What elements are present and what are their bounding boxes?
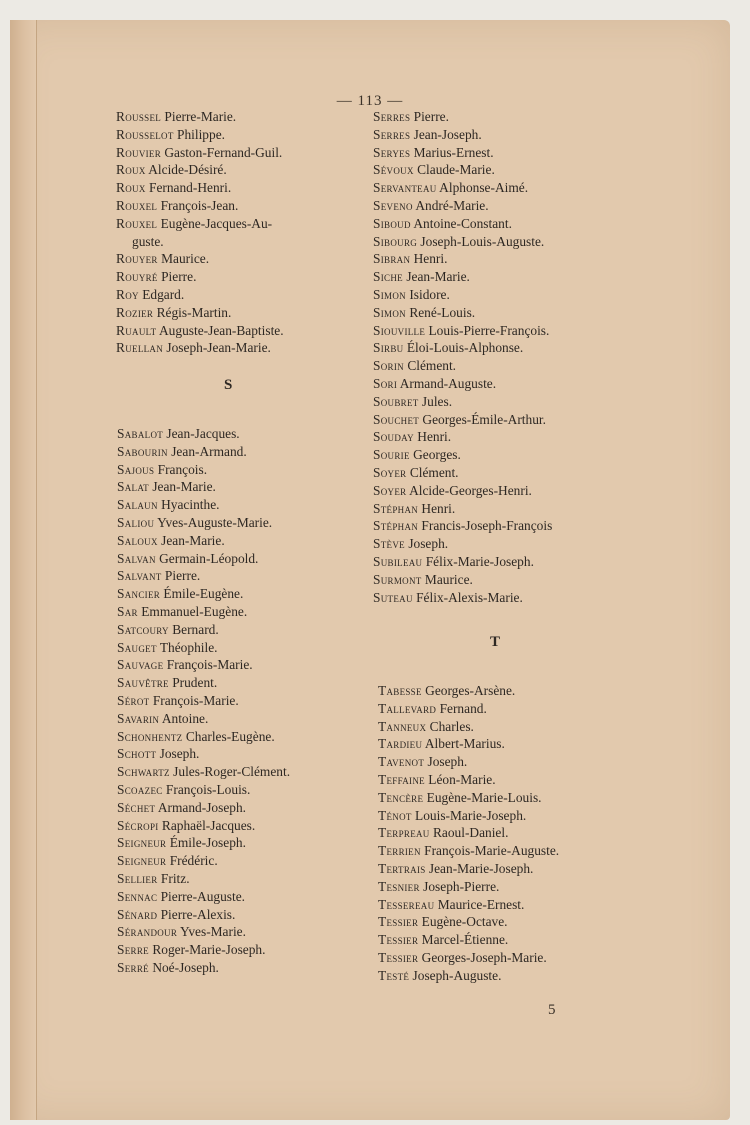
entry-given-names: Léon-Marie. (428, 771, 496, 787)
name-entry (373, 215, 552, 233)
entry-surname: Salaun (117, 497, 158, 513)
name-entry (116, 304, 284, 322)
entry-surname: Tertrais (378, 860, 426, 876)
entry-given-names: André-Marie. (415, 197, 489, 213)
entry-given-names: Pierre. (413, 109, 449, 124)
entry-surname: Rouyré (116, 269, 158, 285)
name-entry (117, 728, 290, 746)
name-entry (116, 161, 284, 179)
entry-surname: Saliou (117, 514, 155, 530)
entry-given-names: Charles-Eugène. (185, 728, 275, 744)
entry-surname: Salvan (117, 550, 156, 566)
entry-given-names: Noé-Joseph. (152, 959, 219, 975)
entry-surname: Tessier (378, 949, 419, 965)
name-entry (373, 571, 552, 589)
entry-surname: Sénard (117, 906, 158, 922)
entry-given-names: François-Louis. (165, 781, 251, 797)
entry-given-names: Louis-Marie-Joseph. (415, 807, 527, 823)
name-entry (378, 807, 559, 825)
name-entry (117, 514, 290, 532)
entry-given-names: Raphaël-Jacques. (161, 817, 256, 833)
entry-given-names: Isidore. (409, 286, 450, 302)
name-entry (373, 500, 552, 518)
entry-surname: Satcoury (117, 621, 169, 637)
entry-surname: Schonhentz (117, 728, 183, 744)
entry-surname: Siboud (373, 215, 411, 231)
entry-given-names: Germain-Léopold. (159, 550, 259, 566)
entry-surname: Tessier (378, 914, 419, 930)
name-entry (117, 959, 290, 977)
entry-surname: Schwartz (117, 764, 170, 780)
name-entry (378, 842, 559, 860)
entry-given-names: Charles. (429, 718, 474, 734)
name-entry (373, 553, 552, 571)
document-page (10, 20, 730, 1120)
entry-given-names: Yves-Marie. (180, 924, 246, 940)
entry-given-names: Régis-Martin. (156, 304, 232, 320)
name-entry (116, 197, 284, 215)
entry-surname: Sérot (117, 692, 150, 708)
name-list-left-s (117, 425, 290, 977)
entry-given-names: Henri. (417, 429, 452, 445)
entry-surname: Souday (373, 429, 414, 445)
entry-given-names: Philippe. (177, 126, 225, 142)
entry-surname: Salat (117, 479, 149, 495)
entry-given-names: Pierre. (164, 568, 201, 584)
name-entry (116, 268, 284, 286)
name-entry (117, 781, 290, 799)
entry-given-names: Louis-Pierre-François. (428, 322, 550, 338)
entry-given-names: Joseph. (427, 754, 468, 770)
entry-given-names: Raoul-Daniel. (432, 825, 509, 841)
entry-surname: Roux (116, 162, 146, 178)
entry-given-names: Jean-Joseph. (413, 126, 482, 142)
entry-surname: Souchet (373, 411, 420, 427)
entry-given-names: Jean-Jacques. (166, 426, 240, 441)
entry-given-names: Marius-Ernest. (413, 144, 494, 160)
entry-surname: Ruault (116, 322, 157, 338)
entry-surname: Tavenot (378, 754, 425, 770)
name-entry (373, 304, 552, 322)
name-entry (117, 603, 290, 621)
entry-given-names: Bernard. (172, 621, 219, 637)
entry-surname: Seryes (373, 144, 411, 160)
name-entry (378, 913, 559, 931)
entry-given-names: guste. (132, 233, 164, 249)
entry-given-names: Georges-Joseph-Marie. (421, 949, 547, 965)
entry-surname: Sajous (117, 461, 155, 477)
entry-given-names: Hyacinthe. (161, 497, 220, 513)
entry-given-names: Prudent. (172, 675, 218, 691)
page-number: 5 (548, 1002, 556, 1018)
name-entry (378, 789, 559, 807)
name-entry (116, 108, 284, 126)
entry-surname: Sorin (373, 358, 404, 374)
name-entry (373, 268, 552, 286)
entry-given-names: Eugène-Marie-Louis. (426, 789, 542, 805)
entry-given-names: Joseph-Auguste. (412, 967, 502, 983)
entry-given-names: Frédéric. (169, 853, 218, 869)
entry-surname: Simon (373, 286, 406, 302)
entry-given-names: Félix-Alexis-Marie. (416, 589, 523, 605)
entry-surname: Sabourin (117, 443, 168, 459)
name-entry (373, 161, 552, 179)
name-list-right-t (378, 682, 559, 985)
entry-surname: Soubret (373, 393, 419, 409)
name-entry (117, 745, 290, 763)
entry-given-names: Armand-Joseph. (157, 799, 246, 815)
entry-given-names: Georges. (413, 447, 461, 463)
entry-surname: Sibran (373, 251, 411, 267)
entry-surname: Soyer (373, 482, 407, 498)
name-entry (378, 949, 559, 967)
entry-surname: Roussel (116, 109, 162, 124)
page-binding-edge (10, 20, 37, 1120)
entry-surname: Rozier (116, 304, 154, 320)
entry-surname: Serres (373, 126, 411, 142)
entry-surname: Roux (116, 180, 146, 196)
entry-given-names: Félix-Marie-Joseph. (425, 553, 534, 569)
entry-given-names: Francis-Joseph-François (421, 518, 553, 534)
name-entry (117, 763, 290, 781)
name-entry (373, 446, 552, 464)
entry-surname: Tanneux (378, 718, 427, 734)
entry-given-names: Georges-Émile-Arthur. (422, 411, 546, 427)
name-entry (117, 906, 290, 924)
entry-given-names: Auguste-Jean-Baptiste. (159, 322, 284, 338)
name-entry (378, 735, 559, 753)
section-letter-t: T (490, 634, 501, 650)
entry-surname: Sar (117, 603, 138, 619)
entry-surname: Rouxel (116, 197, 158, 213)
name-list-left-r (116, 108, 284, 357)
name-list-right-s (373, 108, 552, 606)
entry-surname: Subileau (373, 553, 423, 569)
entry-surname: Soyer (373, 464, 407, 480)
entry-given-names: Pierre. (161, 269, 197, 285)
entry-surname: Stève (373, 536, 405, 552)
name-entry (373, 250, 552, 268)
name-entry (117, 888, 290, 906)
name-entry (116, 233, 284, 251)
entry-given-names: Eugène-Octave. (421, 914, 508, 930)
entry-surname: Terpreau (378, 825, 430, 841)
name-entry (117, 692, 290, 710)
entry-given-names: Emmanuel-Eugène. (141, 603, 248, 619)
entry-given-names: Marcel-Étienne. (421, 932, 509, 948)
entry-surname: Sévoux (373, 162, 414, 178)
entry-given-names: Alphonse-Aimé. (439, 180, 529, 196)
entry-given-names: Jules. (421, 393, 453, 409)
entry-given-names: Yves-Auguste-Marie. (157, 514, 273, 530)
name-entry (373, 482, 552, 500)
entry-given-names: François-Marie. (152, 692, 239, 708)
entry-surname: Rouyer (116, 251, 158, 267)
entry-surname: Sibourg (373, 233, 418, 249)
name-entry (116, 250, 284, 268)
entry-surname: Stéphan (373, 518, 419, 534)
entry-given-names: Edgard. (142, 286, 185, 302)
entry-surname: Siche (373, 269, 403, 285)
entry-surname: Sellier (117, 870, 158, 886)
name-entry (117, 443, 290, 461)
name-entry (373, 197, 552, 215)
entry-given-names: Clément. (409, 464, 459, 480)
entry-surname: Savarin (117, 710, 160, 726)
name-entry (117, 674, 290, 692)
entry-given-names: Georges-Arsène. (425, 683, 516, 698)
entry-given-names: Maurice. (161, 251, 210, 267)
name-entry (378, 682, 559, 700)
name-entry (378, 824, 559, 842)
entry-surname: Sauvage (117, 657, 164, 673)
entry-surname: Serre (117, 942, 149, 958)
name-entry (117, 550, 290, 568)
name-entry (378, 718, 559, 736)
entry-surname: Séchet (117, 799, 156, 815)
entry-given-names: Fernand. (439, 700, 487, 716)
entry-surname: Tesnier (378, 878, 420, 894)
entry-given-names: Henri. (421, 500, 456, 516)
entry-given-names: François-Marie-Auguste. (424, 843, 560, 859)
name-entry (117, 478, 290, 496)
entry-given-names: Armand-Auguste. (399, 375, 497, 391)
entry-given-names: Théophile. (159, 639, 218, 655)
name-entry (373, 233, 552, 251)
entry-surname: Tencère (378, 789, 424, 805)
name-entry (373, 286, 552, 304)
entry-surname: Ruellan (116, 340, 164, 356)
entry-surname: Tardieu (378, 736, 423, 752)
entry-given-names: René-Louis. (409, 304, 476, 320)
name-entry (378, 700, 559, 718)
name-entry (117, 870, 290, 888)
name-entry (378, 878, 559, 896)
entry-given-names: Jean-Marie-Joseph. (428, 860, 534, 876)
name-entry (373, 179, 552, 197)
entry-surname: Seigneur (117, 853, 167, 869)
entry-given-names: Joseph-Jean-Marie. (166, 340, 271, 356)
entry-given-names: Émile-Joseph. (169, 835, 246, 851)
name-entry (117, 621, 290, 639)
entry-surname: Sancier (117, 586, 161, 602)
entry-surname: Seigneur (117, 835, 167, 851)
entry-given-names: Jean-Marie. (152, 479, 216, 495)
entry-given-names: François. (157, 461, 208, 477)
name-entry (373, 322, 552, 340)
entry-given-names: Roger-Marie-Joseph. (152, 942, 266, 958)
entry-surname: Tessereau (378, 896, 435, 912)
name-entry (373, 589, 552, 607)
entry-given-names: Antoine. (161, 710, 209, 726)
name-entry (378, 896, 559, 914)
entry-given-names: Jean-Marie. (406, 269, 470, 285)
name-entry (117, 567, 290, 585)
entry-given-names: Maurice. (424, 571, 473, 587)
entry-surname: Serré (117, 959, 149, 975)
name-entry (117, 639, 290, 657)
entry-surname: Testé (378, 967, 410, 983)
entry-surname: Sirbu (373, 340, 404, 356)
entry-surname: Tallevard (378, 700, 437, 716)
entry-surname: Surmont (373, 571, 422, 587)
name-entry (117, 852, 290, 870)
entry-given-names: François-Jean. (160, 197, 239, 213)
entry-surname: Tabesse (378, 683, 422, 698)
entry-given-names: Alcide-Désiré. (148, 162, 227, 178)
entry-given-names: Fritz. (160, 870, 190, 886)
name-entry (116, 322, 284, 340)
name-entry (117, 710, 290, 728)
name-entry (117, 941, 290, 959)
name-entry (378, 753, 559, 771)
entry-surname: Simon (373, 304, 406, 320)
name-entry (378, 967, 559, 985)
section-letter-s: S (224, 377, 233, 393)
name-entry (373, 108, 552, 126)
entry-given-names: Joseph-Pierre. (423, 878, 500, 894)
name-entry (117, 656, 290, 674)
entry-surname: Stéphan (373, 500, 419, 516)
entry-surname: Terrien (378, 843, 421, 859)
name-entry (116, 179, 284, 197)
entry-surname: Siouville (373, 322, 426, 338)
name-entry (373, 126, 552, 144)
entry-given-names: Joseph. (159, 746, 200, 762)
entry-surname: Teffaine (378, 771, 425, 787)
entry-given-names: Émile-Eugène. (163, 586, 244, 602)
entry-surname: Sauget (117, 639, 157, 655)
name-entry (373, 375, 552, 393)
name-entry (116, 286, 284, 304)
entry-given-names: Fernand-Henri. (149, 180, 232, 196)
entry-surname: Ténot (378, 807, 412, 823)
entry-given-names: Gaston-Fernand-Guil. (164, 144, 283, 160)
entry-surname: Sori (373, 375, 398, 391)
name-entry (373, 357, 552, 375)
entry-given-names: François-Marie. (166, 657, 253, 673)
name-entry (117, 532, 290, 550)
name-entry (373, 464, 552, 482)
name-entry (116, 339, 284, 357)
entry-given-names: Albert-Marius. (424, 736, 505, 752)
name-entry (117, 817, 290, 835)
name-entry (117, 923, 290, 941)
entry-given-names: Eugène-Jacques-Au- (160, 215, 273, 231)
entry-surname: Sennac (117, 888, 158, 904)
entry-surname: Saloux (117, 532, 158, 548)
entry-given-names: Jules-Roger-Clément. (173, 764, 291, 780)
entry-given-names: Pierre-Marie. (164, 109, 237, 124)
entry-given-names: Joseph. (408, 536, 449, 552)
entry-surname: Seveno (373, 197, 413, 213)
entry-surname: Servanteau (373, 180, 437, 196)
entry-given-names: Jean-Marie. (161, 532, 225, 548)
name-entry (378, 931, 559, 949)
entry-surname: Roy (116, 286, 139, 302)
name-entry (117, 461, 290, 479)
entry-given-names: Éloi-Louis-Alphonse. (406, 340, 524, 356)
entry-given-names: Pierre-Alexis. (160, 906, 236, 922)
name-entry (373, 411, 552, 429)
entry-surname: Sourie (373, 447, 410, 463)
entry-surname: Schott (117, 746, 157, 762)
name-entry (373, 517, 552, 535)
entry-given-names: Alcide-Georges-Henri. (409, 482, 532, 498)
page-header: — 113 — (336, 93, 404, 109)
entry-surname: Sauvêtre (117, 675, 169, 691)
entry-surname: Sabalot (117, 426, 164, 441)
name-entry (378, 771, 559, 789)
name-entry (117, 585, 290, 603)
entry-surname: Rousselot (116, 126, 174, 142)
name-entry (373, 393, 552, 411)
entry-given-names: Pierre-Auguste. (160, 888, 246, 904)
entry-given-names: Jean-Armand. (171, 443, 247, 459)
entry-surname: Suteau (373, 589, 413, 605)
entry-surname: Rouxel (116, 215, 158, 231)
entry-surname: Tessier (378, 932, 419, 948)
entry-surname: Salvant (117, 568, 162, 584)
entry-given-names: Clément. (407, 358, 457, 374)
name-entry (117, 799, 290, 817)
name-entry (116, 126, 284, 144)
entry-given-names: Antoine-Constant. (413, 215, 512, 231)
name-entry (117, 834, 290, 852)
name-entry (116, 215, 284, 233)
entry-given-names: Maurice-Ernest. (437, 896, 525, 912)
name-entry (373, 144, 552, 162)
name-entry (378, 860, 559, 878)
entry-given-names: Joseph-Louis-Auguste. (420, 233, 545, 249)
name-entry (116, 144, 284, 162)
name-entry (373, 339, 552, 357)
name-entry (373, 428, 552, 446)
entry-surname: Serres (373, 109, 411, 124)
name-entry (117, 496, 290, 514)
name-entry (373, 535, 552, 553)
name-entry (117, 425, 290, 443)
entry-surname: Rouvier (116, 144, 162, 160)
entry-surname: Sécropi (117, 817, 159, 833)
entry-surname: Sérandour (117, 924, 178, 940)
entry-surname: Scoazec (117, 781, 163, 797)
entry-given-names: Henri. (413, 251, 448, 267)
entry-given-names: Claude-Marie. (417, 162, 495, 178)
